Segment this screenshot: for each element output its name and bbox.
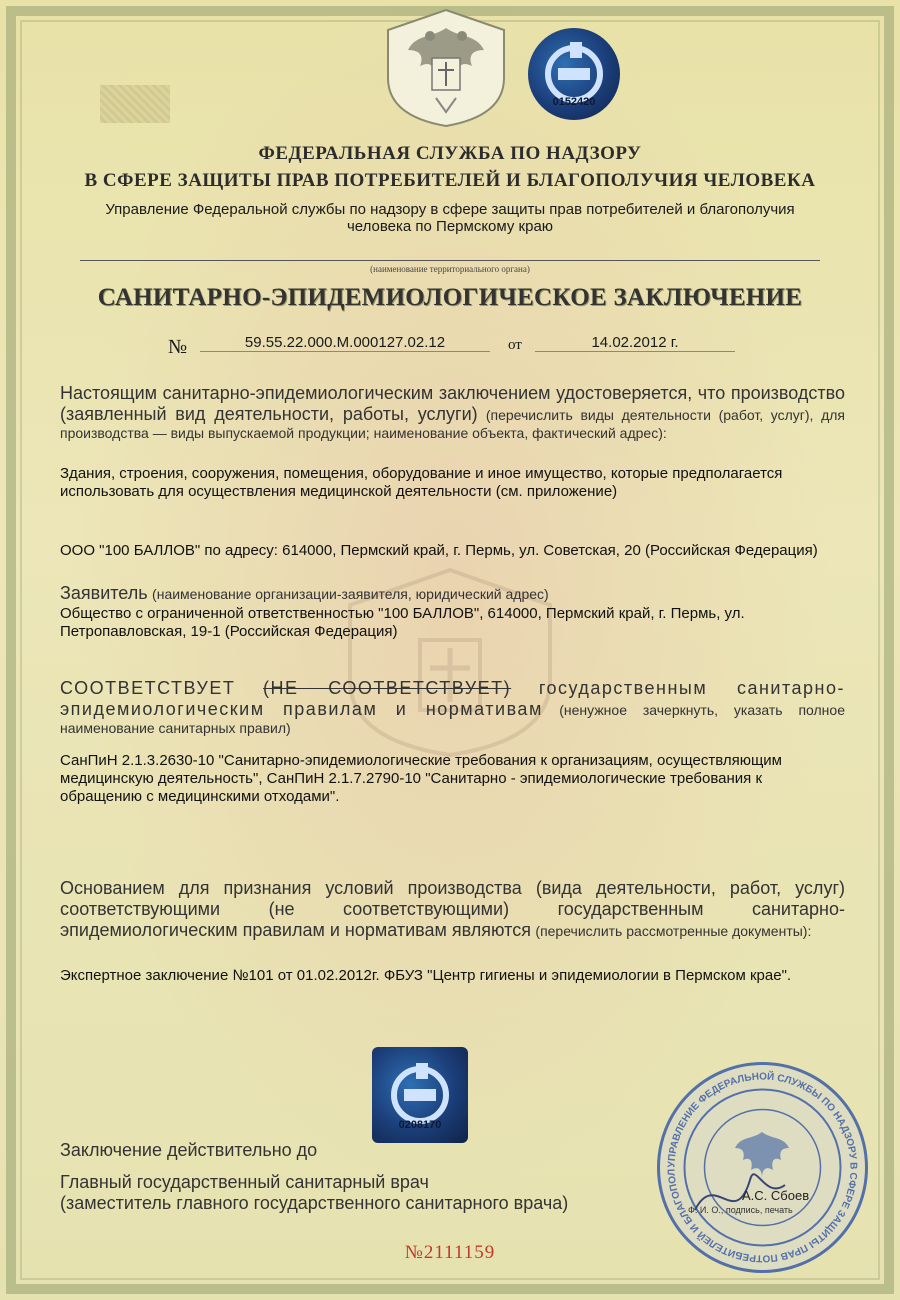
number-sign: № [168,336,188,358]
agency-name [0,140,900,194]
applicant-details: Общество с ограниченной ответственностью "100 БАЛЛОВ", 614000, Пермский край, г. Пермь, ул. Петропавловская, 19-1 (Российская Федерация) [60,605,745,640]
intro-main-text: Настоящим санитарно-эпидемиологическим заключением удостоверяется, что производство (заявленный вид деятельности, работы, услуги) [60,383,845,424]
department-underline [80,260,820,261]
applicant-hint: (наименование организации-заявителя, юридический адрес) [152,586,549,602]
compliance-paragraph [60,678,845,738]
basis-documents: Экспертное заключение №101 от 01.02.2012г. ФБУЗ "Центр гигиены и эпидемиологии в Пермском крае". [60,967,792,984]
rules-list: СанПиН 2.1.3.2630-10 "Санитарно-эпидемиологические требования к организациям, осуществляющим медицинскую деятельность", СанПиН 2.1.7.2790-10 "Санитарно - эпидемиологические требования к обращению с медицинскими отходами". [60,752,782,805]
security-hologram-strip [100,85,170,123]
applicant-label: Заявитель [60,583,148,603]
basis-paragraph [60,878,845,941]
signature-caption: Ф. И. О., подпись, печать [688,1205,793,1215]
department-line-2: человека по Пермскому краю [346,218,554,235]
state-emblem-icon [380,8,512,128]
chief-doctor-title: Главный государственный санитарный врач [60,1172,429,1192]
document-date: 14.02.2012 г. [535,334,735,352]
deputy-title: (заместитель главного государственного санитарного врача) [60,1193,569,1213]
date-from-label: от [508,337,522,353]
valid-until-label: Заключение действительно до [60,1140,318,1160]
basis-main-text: Основанием для признания условий производства (вида деятельности, работ, услуг) соответствующими (не соответствующими) государственным санитарно-эпидемиологическим правилам и нормативам являются [60,878,845,940]
department-caption: (наименование территориального органа) [370,264,530,274]
hologram-code: 0152420 [552,96,596,108]
hologram-sticker-bottom [372,1047,468,1143]
agency-line-2: В СФЕРЕ ЗАЩИТЫ ПРАВ ПОТРЕБИТЕЛЕЙ И БЛАГОПОЛУЧИЯ ЧЕЛОВЕКА [84,170,816,191]
complies-text: СООТВЕТСТВУЕТ [60,678,236,698]
document-number: 59.55.22.000.М.000127.02.12 [200,334,490,352]
intro-paragraph [60,383,845,443]
not-complies-text: (НЕ СООТВЕТСТВУЕТ) [263,678,512,698]
document-title: САНИТАРНО-ЭПИДЕМИОЛОГИЧЕСКОЕ ЗАКЛЮЧЕНИЕ [97,284,803,311]
signatory-name: А.С. Сбоев [742,1188,810,1203]
stamp-ring-text: УПРАВЛЕНИЕ ФЕДЕРАЛЬНОЙ СЛУЖБЫ ПО НАДЗОРУ В СФЕРЕ ЗАЩИТЫ ПРАВ ПОТРЕБИТЕЛЕЙ И БЛАГОПОЛ [666,1071,859,1264]
object-address: ООО "100 БАЛЛОВ" по адресу: 614000, Пермский край, г. Пермь, ул. Советская, 20 (Российская Федерация) [60,542,818,559]
department-name [40,201,860,235]
activity-description: Здания, строения, сооружения, помещения, оборудование и иное имущество, которые предполагается использовать для осуществления медицинской деятельности (см. приложение) [60,465,783,500]
basis-hint: (перечислить рассмотренные документы): [535,923,812,939]
rules-hint: (ненужное зачеркнуть, указать полное наименование санитарных правил) [60,702,845,736]
agency-line-1: ФЕДЕРАЛЬНАЯ СЛУЖБА ПО НАДЗОРУ [258,143,642,164]
hologram-code-bottom: 0208170 [398,1119,442,1131]
intro-hint-text: (перечислить виды деятельности (работ, услуг), для производства — виды выпускаемой продукции; наименование объекта, фактический адрес): [60,407,845,441]
department-line-1: Управление Федеральной службы по надзору в сфере защиты прав потребителей и благополучия [105,201,795,218]
serial-number: №2111159 [404,1242,496,1263]
rules-text: государственным санитарно-эпидемиологическим правилам и нормативам [60,678,845,719]
hologram-sticker-top [528,28,620,120]
